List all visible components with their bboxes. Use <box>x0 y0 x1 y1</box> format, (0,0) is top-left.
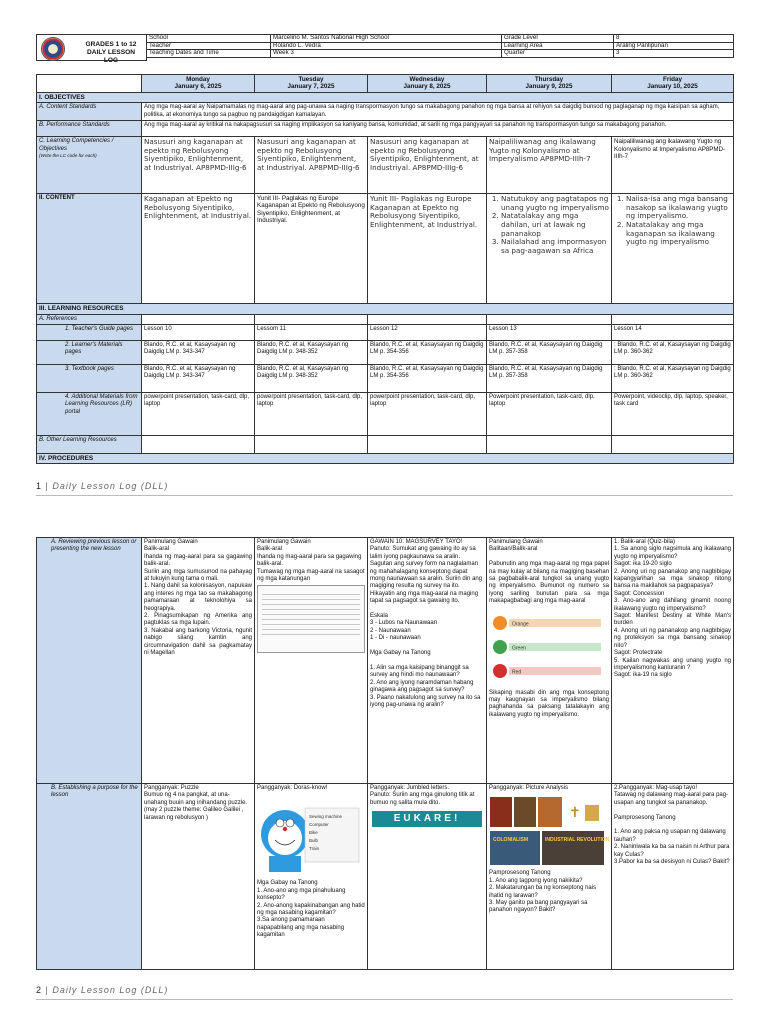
additional-materials-label: 4. Additional Materials from Learning Resources (LR) portal <box>37 393 142 436</box>
dll-table-page-2 <box>36 537 734 970</box>
review-thursday: Panimulang Gawain Balitaan/Balik-aral Pabunutin ang mga mag-aaral ng mga papel na may kulay at bilang na magiging basehan sa pagbabalik-aral tungkol sa unang yugto ng imperyalismo. Bumunot ng numero sa iyong sariling bunutan para sa mga makapagbabagi ang mga mag-aaral Orange Green Red Sikaping masabi din ang mga konseptong may kaugnayan sa imperyalismo bilang paghahanda sa paksang tatalakayin ang ikalawang yugto ng imperyalismo. <box>487 538 612 784</box>
header-logo-cell <box>37 35 147 64</box>
competencies-note: (Write the LC code for each) <box>39 153 97 159</box>
establish-monday: Pangganyak: Puzzle Bumuo ng 4 na pangkat, at una-unahang buuin ang inihandang puzzle. (may 2 puzzle theme: Galileo Galilei , larawan ng rebolusyon ) <box>142 784 255 970</box>
add-wednesday: powerpoint presentation, task-card, dlp, laptop <box>368 393 487 436</box>
page-2 <box>0 504 768 1024</box>
establish-tuesday: Pangganyak: Doras-know! Sewing machine Computer Bike Bulb Train Mga Gabay na Tanong 1. Ano-ano ang mga pinahuluang konsepto? 2. Ano-anong kapakinabangan ang hatid ng mga nasabing kagamitan? 3.Sa anong pamamaraan napapabilang ang mga nasabing kagamitan <box>255 784 368 970</box>
lm-wednesday: Blando, R.C. et al, Kasaysayan ng Daigdig LM p. 354-356 <box>368 341 487 365</box>
establish-friday: 2.Pangganyak: Mag-usap tayo! Tatawag ng dalawang mag-aaral para pag-usapan ang tungkol sa pananakop. Pamprosesong Tanong 1. Ano ang paksa ng usapan ng dalawang tauhan? 2. Naniniwala ka ba sa naisin ni Arthur para kay Culas? 3.Pabor ka ba sa desisyon ni Culas? Bakit? <box>612 784 734 970</box>
competency-monday: Nasusuri ang kaganapan at epekto ng Rebolusyong Siyentipiko, Enlightenment, at Industriyal. AP8PMD-IIIg-6 <box>142 137 255 194</box>
content-standards-text: Ang mga mag-aaral ay Naipamamalas ng mag-aaral ang pag-unawa sa naging transpormasyon tungo sa makabagong panahon ng mga bansa at rehiyon sa daigdig bunsod ng paglaganap ng mga kaisipan sa agham, politika, at ekonomiya tungo sa pagbuo ng pandaigdigan kamalayan. <box>142 103 734 121</box>
review-friday: 1. Balik-aral (Quiz-bila) 1. Sa anong siglo nagsimula ang ikalawang yugto ng imperyalismo? Sagot: ika 19-20 siglo 2. Anong uri ng pananakop ang nagbibigay kapangyarihan sa mga sinakop nitong bansa na makilahok sa pagpapasya? Sagot: Concession 3. Ano-ano ang dahilang ginamit noong ikalawang yugto ng imperyalismo? Sagot: Manifest Destiny at White Man's burden 4. Anong uri ng pananakop ang nagbibigay ng proteksyon sa mga bansang sinakop nito? Sagot: Protectrate 5. Kailan nagwakas ang unang yugto ng imperyalismong kanluranin ? Sagot: ika-19 na siglo <box>612 538 734 784</box>
learners-materials-label: 2. Learner's Materials pages <box>37 341 142 365</box>
corner-cell <box>37 75 142 93</box>
tb-wednesday: Blando, R.C. et al, Kasaysayan ng Daigdig LM p. 354-356 <box>368 365 487 393</box>
grade-value: 8 <box>614 35 734 43</box>
school-value: Marcelino M. Santos National High School <box>271 35 502 43</box>
textbook-label: 3. Textbook pages <box>37 365 142 393</box>
orange-card-label: Orange <box>512 621 529 628</box>
tb-monday: Blando, R.C. et al, Kasaysayan ng Daigdig LM p. 343-347 <box>142 365 255 393</box>
colonialism-caption: COLONIALISM <box>493 837 528 844</box>
establishing-label: B. Establishing a purpose for the lesson <box>37 784 142 970</box>
header-table <box>36 34 734 64</box>
section-content: II. CONTENT <box>37 194 142 304</box>
content-tuesday: Yunit III- Paglakas ng Europe Kaganapan at Epekto ng Rebolusyong Siyentipiko, Enlightenment, at Industriyal. <box>255 194 368 304</box>
lm-thursday: Blando, R.C. et al, Kasaysayan ng Daigdig LM p. 357-358 <box>487 341 612 365</box>
tg-monday: Lesson 10 <box>142 325 255 341</box>
svg-text:✝: ✝ <box>569 805 581 822</box>
quarter-value: 3 <box>614 50 734 58</box>
section-procedures: IV. PROCEDURES <box>37 454 734 464</box>
lm-friday: : Blando, R.C. et al, Kasaysayan ng Daigdig LM p. 360-362 <box>612 341 734 365</box>
competency-tuesday: Nasusuri ang kaganapan at epekto ng Rebolusyong Siyentipiko, Enlightenment, at Industriyal. AP8PMD-IIIg-6 <box>255 137 368 194</box>
tb-thursday: Blando, R.C. et al, Kasaysayan ng Daigdig LM p. 357-358 <box>487 365 612 393</box>
day-header-wednesday: Wednesday January 8, 2025 <box>368 75 487 93</box>
area-label: Learning Area <box>502 42 614 50</box>
performance-standards-label: B. Performance Standards <box>37 121 142 137</box>
day-header-tuesday: Tuesday January 7, 2025 <box>255 75 368 93</box>
lm-tuesday: Blando, R.C. et al, Kasaysayan ng Daigdig LM p. 348-352 <box>255 341 368 365</box>
day-header-monday: Monday January 6, 2025 <box>142 75 255 93</box>
competency-friday: Naipaliliwanag ang ikalawang Yugto ng Kolonyalismo at Imperyalismo AP8PMD-IIIh-7 <box>612 137 734 194</box>
footer-line-1 <box>36 495 733 496</box>
svg-text:Bike: Bike <box>309 830 318 836</box>
header-title: GRADES 1 to 12 DAILY LESSON LOG <box>85 41 137 64</box>
svg-text:Computer: Computer <box>309 822 329 828</box>
tb-friday: : Blando, R.C. et al, Kasaysayan ng Daigdig LM p. 360-362 <box>612 365 734 393</box>
picture-analysis-collage <box>489 795 610 867</box>
teacher-label: Teacher <box>147 42 271 50</box>
green-card-label: Green <box>512 645 526 652</box>
content-thursday-list: 1. Natutukoy ang pagtatapos ng unang yugto ng imperyalismo 2. Natatalakay ang mga dahilan, uri at lawak ng pananakop 3. Nailalahad ang impormasyon sa pag-aagawan sa Africa <box>489 195 609 255</box>
review-tuesday: Panimulang Gawain Balik-aral Ihanda ng mag-aaral para sa gagawing balik-aral. Tumawag ng mga mag-aaral na sasagot ng mga katanungan <box>255 538 368 784</box>
content-friday <box>612 194 734 304</box>
add-friday: Powerpoint, videoclip, dlp, laptop, speaker, task card <box>612 393 734 436</box>
content-friday-list: 1. Naiisa-isa ang mga bansang nasakop sa ikalawang yugto ng imperyalismo. 2. Natatalakay ang mga kaganapan sa ikalawang yugto ng imperyalismo <box>614 195 731 247</box>
tb-tuesday: Blando, R.C. et al, Kasaysayan ng Daigdig LM p. 348-352 <box>255 365 368 393</box>
footer-line-2 <box>36 999 733 1000</box>
industrial-caption: INDUSTRIAL REVOLUTION <box>545 837 610 844</box>
jumbled-word-banner: EUKARE! <box>372 811 482 827</box>
dll-table-page-1 <box>36 74 734 464</box>
competency-thursday: Naipaliliwanag ang ikalawang Yugto ng Kolonyalismo at Imperyalismo AP8PMD-IIIh-7 <box>487 137 612 194</box>
worksheet-image <box>257 585 365 653</box>
red-card-label: Red <box>512 669 522 676</box>
content-thursday <box>487 194 612 304</box>
svg-text:Train: Train <box>309 846 320 852</box>
establish-thursday: Pangganyak: Picture Analysis ✝ COLONIALISM INDUSTRIAL REVOLUTION Pamprosesong Tanong 1. Ano ang tagpong iyong nakikita? 2. Makatarungan ba ng konseptong nais ihatid ng larawan? 3. May ganito pa bang pangyayari sa panahon ngayon? Bakit? <box>487 784 612 970</box>
performance-standards-text: Ang mga mag-aaral ay kritikal na nakapagsusuri sa naging implikasyon sa kaniyang bansa, komunidad, at sarili ng mga pangyayari sa panahon ng transpormasyon tungo sa makabagong panahon. <box>142 121 734 137</box>
add-thursday: Powerpoint presentation, task-card, dlp, laptop <box>487 393 612 436</box>
deped-seal-icon <box>41 37 65 61</box>
tg-tuesday: Lessom 11 <box>255 325 368 341</box>
other-resources-label: B. Other Learning Resources <box>37 436 142 454</box>
section-objectives: I. OBJECTIVES <box>37 93 734 103</box>
review-monday: Panimulang Gawain Balik-aral Ihanda ng mag-aaral para sa gagawing balik-aral. Suriin ang mga sumusunod na pahayag at tukuyin kung tama o mali. 1. Nang dahil sa kolonisasyon, napukaw ang interes ng mga tao sa makabagong pamamaraan at teknolohiya sa heograpiya. 2. Pinagsumikapan ng Amerika ang pagtuklas sa mga lupain. 3. Nakabal ang barkong Victoria, ngunit nabigo silang kamtin ang circumnavigation dahil sa pagkamatay ni Magellan <box>142 538 255 784</box>
content-wednesday: Yunit III- Paglakas ng Europe Kaganapan at Epekto ng Rebolusyong Siyentipiko, Enlightenment, at Industriyal. <box>368 194 487 304</box>
color-cards-graphic <box>489 609 606 687</box>
review-wednesday: GAWAIN 10: MAGSURVEY TAYO! Panuto: Sumukat ang gawaing ito ay sa lalim iyong pagkaunawa sa aralin. Sagutan ang survey form na naglalaman ng mahahalagang konseptong dapat mong naunawaan sa aralin. Suriin din ang magiging resulta ng survey na ito. Hikayatin ang mga mag-aaral na maging tapat sa pagsagot sa gawaing ito. Eskala 3 - Lubos na Naunawaan 2 - Naunawaan 1 - Di - naunawaan Mga Gabay na Tanong 1. Alin sa mga kaisipang binanggit sa survey ang hindi mo naunawaan? 2. Ano ang iyong naramdaman habang ginagawa ang pagsagot sa survey? 3. Paano nakatulong ang survey na ito sa iyong pag-unawa ng aralin? <box>368 538 487 784</box>
dates-value: Week 3 <box>271 50 502 58</box>
grade-label: Grade Level <box>502 35 614 43</box>
competencies-label: C. Learning Competencies / Objectives (Write the LC code for each) <box>37 137 142 194</box>
tg-thursday: Lesson 13 <box>487 325 612 341</box>
footer-page-1: 1 | Daily Lesson Log (DLL) <box>36 481 169 491</box>
day-header-friday: Friday January 10, 2025 <box>612 75 734 93</box>
area-value: Araling Panlipunan <box>614 42 734 50</box>
school-label: School <box>147 35 271 43</box>
page-1 <box>0 0 768 500</box>
add-tuesday: powerpoint presentation, task-card, dlp, laptop <box>255 393 368 436</box>
content-standards-label: A. Content Standards <box>37 103 142 121</box>
tg-friday: Lesson 14 <box>612 325 734 341</box>
establish-wednesday: Pangganyak: Jumbled letters. Panuto: Suriin ang mga ginulong titik at bumuo ng salita mula dito. EUKARE! <box>368 784 487 970</box>
teachers-guide-label: 1. Teacher's Guide pages <box>37 325 142 341</box>
footer-page-2: 2 | Daily Lesson Log (DLL) <box>36 985 169 995</box>
svg-text:Sewing machine: Sewing machine <box>309 814 343 820</box>
dates-label: Teaching Dates and Time <box>147 50 271 58</box>
quarter-label: Quarter <box>502 50 614 58</box>
svg-text:Bulb: Bulb <box>309 838 319 844</box>
add-monday: powerpoint presentation, task-card, dlp, laptop <box>142 393 255 436</box>
reviewing-label: A. Reviewing previous lesson or presenting the new lesson <box>37 538 142 784</box>
content-monday: Kaganapan at Epekto ng Rebolusyong Siyentipiko, Enlightenment, at Industriyal. <box>142 194 255 304</box>
section-resources: III. LEARNING RESOURCES <box>37 304 734 314</box>
doraemon-image <box>257 798 362 876</box>
day-header-thursday: Thursday January 9, 2025 <box>487 75 612 93</box>
references-label: A. References <box>37 314 142 324</box>
lm-monday: Blando, R.C. et al, Kasaysayan ng Daigdig LM p. 343-347 <box>142 341 255 365</box>
competency-wednesday: Nasusuri ang kaganapan at epekto ng Rebolusyong Siyentipiko, Enlightenment, at Industriyal. AP8PMD-IIIg-6 <box>368 137 487 194</box>
teacher-value: Rolando L. Vedra <box>271 42 502 50</box>
tg-wednesday: Lesson 12 <box>368 325 487 341</box>
